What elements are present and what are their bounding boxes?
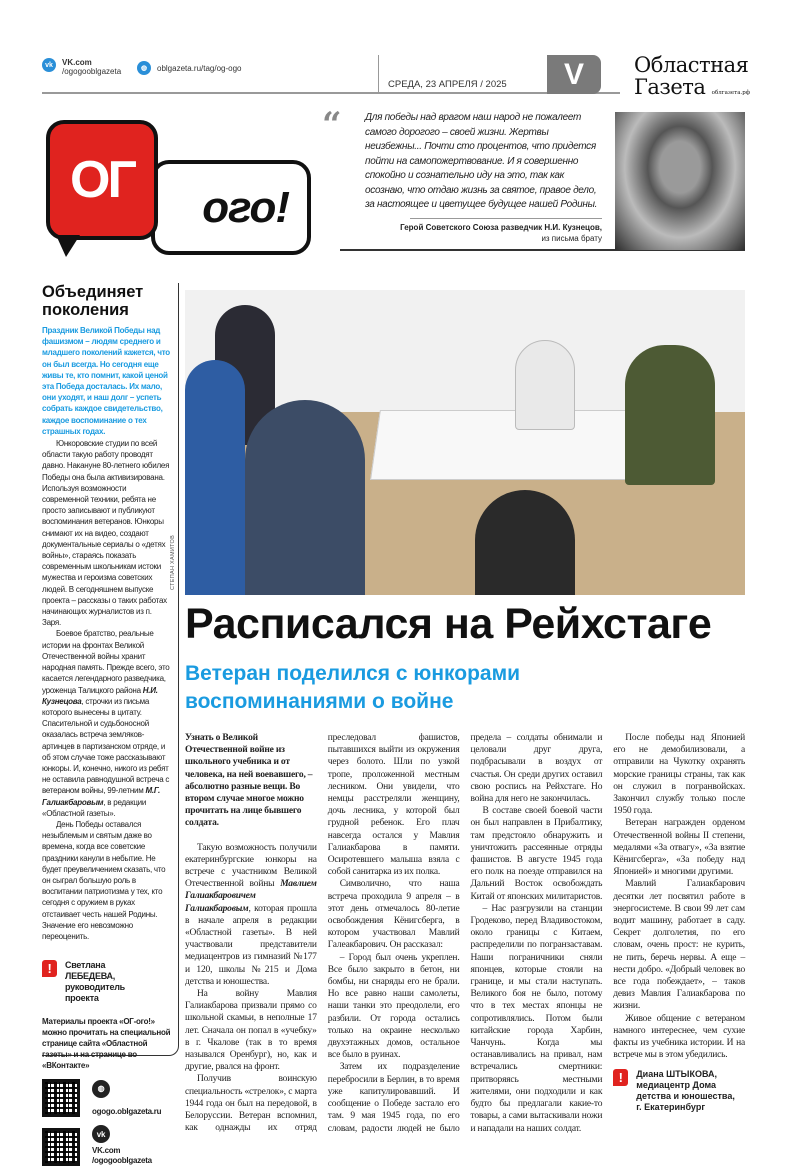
qr-code-vk[interactable] (42, 1128, 80, 1166)
name-galiakbarov: М.Г. Галиакбаровым (42, 786, 160, 807)
logo-black-text: ого! (202, 182, 289, 232)
sidebar-signer: Светлана ЛЕБЕДЕВА, руководитель проекта (65, 960, 125, 1004)
article-author (613, 1069, 745, 1113)
quote-mark-icon: “ (322, 105, 342, 145)
quote-text: Для победы над врагом наш народ не пожалеет самого дорогого – своей жизни. Жертвы неизбежны... Почти сто процентов, что придется пойти на самопожертвование. И я совершенно спокойно и сознательно иду на это, так как осознаю, что отдаю жизнь за святое, правое дело, за настоящее и цветущее будущее нашей Родины. (365, 112, 598, 210)
globe-icon: ◍ (92, 1080, 110, 1098)
sidebar (42, 283, 179, 1166)
article-body (185, 732, 745, 1135)
vk-link[interactable] (42, 58, 121, 76)
vk-icon: vk (42, 58, 56, 72)
vk-qr-block[interactable] (42, 1125, 172, 1166)
article-paragraph: – Нас разгрузили на станции Гродеково, перед Владивостоком, около границы с Китаем, распределили по погранзаставам. Наши пограничники сняли японцев, которые стояли на границе, и мы стали наступать. Великого боя не было, потому что в тех местах японцы не сопротивлялись. Потом были китайские города Харбин, Чанчунь. Когда мы останавливались на привал, нам встречались смертники: притворяясь местными жителями, они подходили и как будто бы предлагали какие-то товары, а сами вытаскивали ножи и нападали на наших солдат. (470, 903, 603, 1134)
sidebar-paragraph: Юнкоровские студии по всей области такую работу проводят давно. Накануне 80-летнего юбилея Победы она была активизирована. Используя возможности современной техники, ребята не просто записывают и публикуют воспоминания ветеранов. Юнкоры снимают их на видео, создают документальные сериалы о «детях войны», стараясь показать современным школьникам истоки мужества и героизма советских людей. В сегодняшнем выпуске проекта – рассказы о таких работах начинающих журналистов из п. Заря. (42, 439, 170, 628)
vk-icon: vk (92, 1125, 110, 1143)
masthead-line2: Газета (634, 75, 706, 99)
article-paragraph: Получив воинскую специальность «стрелок», с марта 1944 года он был на передовой, в Белоруссии. Ветеран вспомнил, как однажды их отряд преследовал фашистов, пытавшихся выйти из окружения через болото. Шли по узкой тропе, проложенной местным лесником. Они увидели, что немцы расстреляли женщину, дочь лесника, у которой был грудной ребенок. Его плач навсегда остался у Мавлия Галиакбарова в памяти. Осиротевшего малыша взяла с собой санитарка из их полка. (185, 733, 460, 1134)
photo-student (475, 490, 575, 595)
article-paragraph: Живое общение с ветераном намного интереснее, чем сухие факты из учебника истории. И на встрече мы в этом убедились. (613, 1013, 745, 1061)
main-photo (185, 290, 745, 595)
article-paragraph: Ветеран награжден орденом Отечественной войны II степени, медалями «За отвагу», «За взятие Кёнигсберга», «За победу над Японией» и многими другими. (613, 818, 745, 878)
article-paragraph: Мавлий Галиакбарович десятки лет посвятил работе в энергосистеме. В свои 99 лет сам водит машину, работает в саду. Секрет долголетия, по его словам, очень прост: не курить, не пить, беречь нервы. А еще – нести добро. «Добрый человек во все года побеждает», – таков девиз Мавлия Галиакбарова по жизни. (613, 879, 745, 1012)
site-qr-block[interactable] (42, 1079, 172, 1117)
vk-handle: /ogogooblgazeta (92, 1156, 152, 1166)
og-ogo-logo (46, 115, 316, 265)
kuznetsov-portrait (615, 112, 745, 250)
vk-handle: /ogogooblgazeta (62, 67, 122, 76)
header-rule (42, 92, 620, 94)
masthead (634, 54, 750, 104)
article-paragraph: В составе своей боевой части он был направлен в Прибалтику, там предстояло обнаружить и уничтожить рассеянные отряды фашистов. В августе 1945 года его полк на поезде отправился на Дальний Восток освобождать Китай от японских милитаристов. (470, 806, 603, 902)
site-link[interactable] (137, 61, 242, 75)
logo-bubble-tail (56, 235, 80, 257)
text: Такую возможность получили екатеринбургские юнкоры на встрече с участником Великой Отечественной войны (185, 842, 317, 890)
sidebar-site-url[interactable]: ogogo.oblgazeta.ru (92, 1106, 162, 1116)
photo-student (185, 360, 245, 595)
globe-icon: ◍ (137, 61, 151, 75)
vk-label: VK.com (92, 1146, 121, 1156)
sidebar-paragraph (42, 628, 172, 818)
article-paragraph: На войну Мавлия Галиакбарова призвали прямо со школьной скамьи, в неполные 17 лет. Сначала он попал в «учебку» в г. Чкалове (так в то время назывался Оренбург), но, как и другие, рвался на фронт. (185, 989, 317, 1073)
exclamation-icon: ! (42, 960, 57, 977)
sidebar-paragraph: День Победы оставался незыблемым и святым даже во времена, когда все советские праздники канули в небытие. Не будет преувеличением сказать, что он сыграл большую роль в воспитании патриотизма у тех, кто сегодня с оружием в руках отстаивает честь нашей Родины. Значение его невозможно переоценить. (42, 819, 166, 941)
logo-red-bubble (46, 120, 158, 240)
article-paragraph: Затем их подразделение перебросили в Берлин, в то время уже капитулировавший. И сообщение о Победе застало его там. 9 мая 1945 года, по его словам, радости людей не было предела – солдаты обнимали и целовали друг друга, подбрасывали в воздух от счастья. Он среди других оставил свою роспись на Рейхстаге. Но война для него не закончилась. (327, 733, 603, 1134)
quote-source: из письма брату (541, 234, 602, 243)
sidebar-signature (42, 960, 172, 1004)
header-divider (378, 55, 379, 92)
photo-credit: СТЕПАН ХАМИТОВ (170, 534, 176, 590)
sidebar-lead: Праздник Великой Победы над фашизмом – людям среднего и младшего поколений кажется, что он был всегда. Но сегодня еще живы те, кто помнит, какой ценой эта Победа досталась. Их мало, они уходят, и наш долг – успеть собрать каждое свидетельство, каждое воспоминание о тех страшных годах. (42, 326, 170, 436)
vk-label: VK.com (62, 58, 92, 67)
photo-woman (515, 340, 575, 430)
logo-red-text: ОГ (70, 151, 134, 209)
quote-author: Герой Советского Союза разведчик Н.И. Кузнецов, (400, 223, 602, 232)
article-subhead: Ветеран поделился с юнкорами воспоминаниями о войне (185, 662, 521, 713)
sidebar-vk-link[interactable] (92, 1146, 152, 1166)
text: , в редакции «Областной газеты». (42, 797, 147, 818)
photo-student (245, 400, 365, 595)
article-lead: Узнать о Великой Отечественной войне из школьного учебника и от человека, на ней воевавшего, – абсолютно разные вещи. Во втором случае многое можно прочитать на лице бывшего солдата. (185, 733, 313, 829)
article-paragraph (185, 842, 317, 988)
text: , строчки из письма которого вынесены в цитату. Спасительной и судьбоносной оказалась встреча земляков-артинцев в партизанском отряде, и об этом случае тоже рассказывают юнкоры. И, конечно, никого из ребят не оставила равнодушной встреча с ветераном войны, 99-летним (42, 696, 170, 796)
article-paragraph: – Город был очень укреплен. Все было закрыто в бетон, ни бомбы, ни снаряды его не брали. Но все равно наши самолеты, наши танки это преодолели, его разбили. От города остались только на окраине несколько двухэтажных домов, остальное все было в руинах. (327, 952, 460, 1061)
article-paragraph: После победы над Японией его не демобилизовали, а отправили на Чукотку охранять морские границы страны, так как он служил в погранвойсках. Закончил службу только после 1950 года. (613, 733, 745, 817)
masthead-site: облгазета.рф (711, 90, 751, 96)
logo-black-bubble (151, 160, 311, 255)
author-byline: Диана ШТЫКОВА, медиацентр Дома детства и юношества, г. Екатеринбург (636, 1069, 735, 1113)
quote-attribution (370, 222, 602, 244)
veteran-name: Мавлием Галиакбаровичем Галиакбаровым (185, 879, 317, 914)
masthead-line1: Областная (634, 53, 749, 77)
qr-code-site[interactable] (42, 1079, 80, 1117)
sidebar-title: Объединяет поколения (42, 283, 144, 319)
text: , которая прошла в начале апреля в редакции «Областной газеты». В ней участвовали представители медиацентров из гимназий №177 и 120, школы №215 и Дома детства и юношества. (185, 903, 317, 987)
photo-veteran (625, 345, 715, 485)
sidebar-promo: Материалы проекта «ОГ-ого!» можно прочитать на специальной странице сайта «Областной газеты» и на странице во «ВКонтакте» (42, 1017, 171, 1071)
section-letter: V (547, 55, 601, 94)
site-url: oblgazeta.ru/tag/og-ogo (157, 63, 242, 73)
article-paragraph: Символично, что наша встреча проходила 9 апреля – в этот день отмечалось 80-летие освобождения Кёнигсберга, в котором участвовал Мавлий Галеакбарович. Он рассказал: (327, 879, 460, 951)
text: Боевое братство, реальные истории на фронтах Великой Отечественной войны хранит народная память. Прежде всего, это касается легендарного разведчика, уроженца Талицкого района (42, 629, 170, 695)
article-headline: Расписался на Рейхстаге (185, 600, 712, 648)
quote-rule (410, 218, 602, 219)
exclamation-icon: ! (613, 1069, 628, 1086)
issue-date: СРЕДА, 23 АПРЕЛЯ / 2025 (388, 79, 507, 90)
name-kuznetsov: Н.И. Кузнецова (42, 685, 158, 706)
